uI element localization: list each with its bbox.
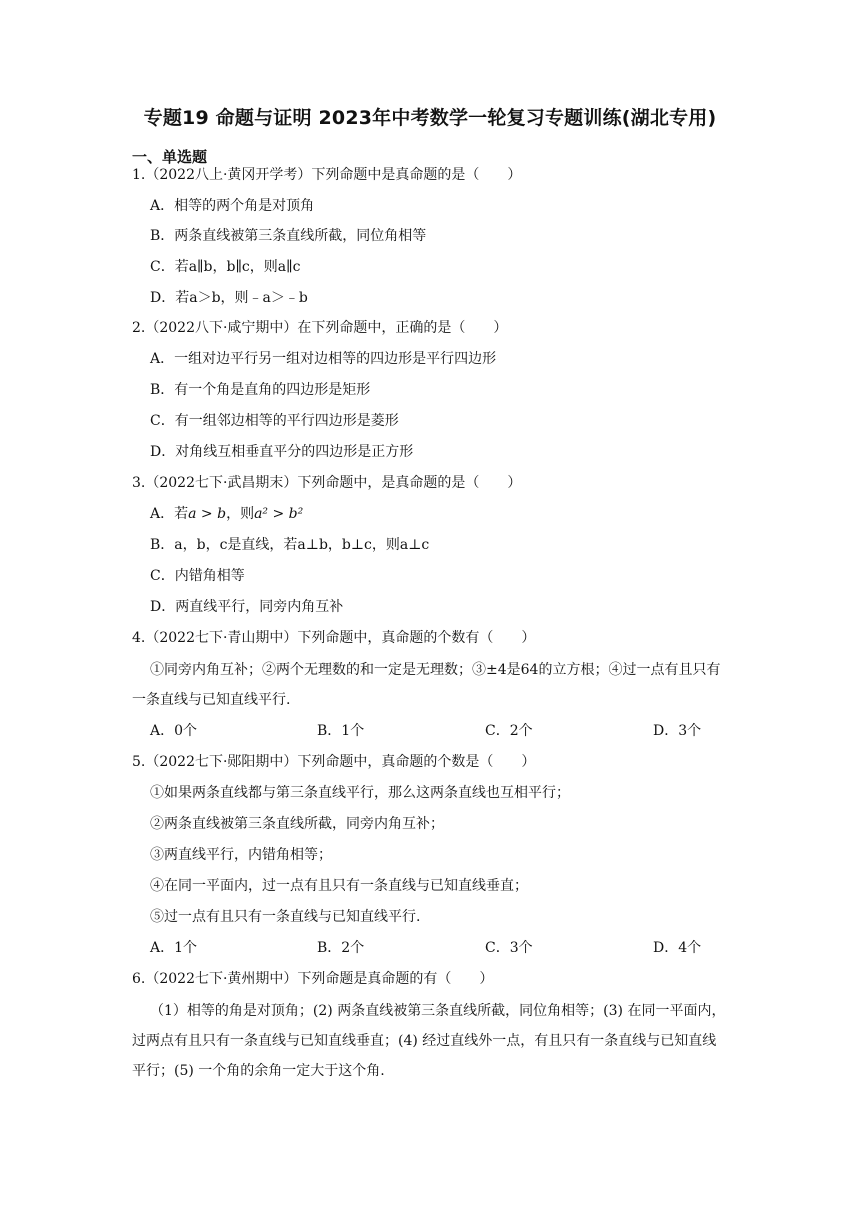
question-3-option-b: B．a，b，c是直线，若a⊥b，b⊥c，则a⊥c xyxy=(150,537,430,553)
question-1-stem: 1.（2022八上·黄冈开学考）下列命题中是真命题的是（ ） xyxy=(132,167,522,183)
question-4-body: ①同旁内角互补；②两个无理数的和一定是无理数；③±4是64的立方根；④过一点有且只有一条直线与已知直线平行. xyxy=(132,662,721,708)
question-2-option-c: C．有一组邻边相等的平行四边形是菱形 xyxy=(150,413,399,429)
question-3-option-a-mid: ，则 xyxy=(226,506,255,522)
question-4-option-b: B．1个 xyxy=(317,723,365,739)
question-3-option-d: D．两直线平行，同旁内角互补 xyxy=(150,599,344,615)
question-5-option-a: A．1个 xyxy=(150,940,198,956)
question-5-stem: 5.（2022七下·郧阳期中）下列命题中，真命题的个数是（ ） xyxy=(132,754,536,770)
question-3-option-c: C．内错角相等 xyxy=(150,568,245,584)
question-1-option-c: C．若a∥b，b∥c，则a∥c xyxy=(150,259,301,275)
question-5-item-4: ④在同一平面内，过一点有且只有一条直线与已知直线垂直； xyxy=(150,878,528,894)
question-4-option-a: A．0个 xyxy=(150,723,198,739)
question-5-option-b: B．2个 xyxy=(317,940,365,956)
question-2-option-d: D．对角线互相垂直平分的四边形是正方形 xyxy=(150,444,414,460)
question-3-option-a-math-2: a² > b² xyxy=(254,506,304,522)
question-4-option-c: C．2个 xyxy=(485,723,533,739)
question-3-option-a-math-1: a > b xyxy=(188,506,227,522)
question-2-option-b: B．有一个角是直角的四边形是矩形 xyxy=(150,382,371,398)
question-5-option-d: D．4个 xyxy=(653,940,702,956)
document-title: 专题19 命题与证明 2023年中考数学一轮复习专题训练(湖北专用) xyxy=(143,107,717,129)
question-2-option-a: A．一组对边平行另一组对边相等的四边形是平行四边形 xyxy=(150,351,497,367)
question-5-item-1: ①如果两条直线都与第三条直线平行，那么这两条直线也互相平行； xyxy=(150,785,570,801)
question-5-option-c: C．3个 xyxy=(485,940,533,956)
section-heading: 一、单选题 xyxy=(132,148,208,166)
question-1-option-b: B．两条直线被第三条直线所截，同位角相等 xyxy=(150,228,427,244)
question-5-options xyxy=(150,938,710,958)
question-4-options xyxy=(150,721,710,741)
question-6-stem: 6.（2022七下·黄州期中）下列命题是真命题的有（ ） xyxy=(132,971,494,987)
question-1-option-a: A．相等的两个角是对顶角 xyxy=(150,198,315,214)
question-1-option-d: D．若a＞b，则﹣a＞﹣b xyxy=(150,290,308,306)
question-2-stem: 2.（2022八下·咸宁期中）在下列命题中，正确的是（ ） xyxy=(132,320,508,336)
question-5-item-3: ③两直线平行，内错角相等； xyxy=(150,847,332,863)
question-3-option-a-prefix: A．若 xyxy=(150,506,189,522)
question-4-stem: 4.（2022七下·青山期中）下列命题中，真命题的个数有（ ） xyxy=(132,630,536,646)
question-5-item-5: ⑤过一点有且只有一条直线与已知直线平行. xyxy=(150,909,421,925)
question-3-option-a xyxy=(150,504,303,524)
question-4-option-d: D．3个 xyxy=(653,723,702,739)
question-3-stem: 3.（2022七下·武昌期末）下列命题中，是真命题的是（ ） xyxy=(132,475,522,491)
question-5-item-2: ②两条直线被第三条直线所截，同旁内角互补； xyxy=(150,816,444,832)
question-6-body: （1）相等的角是对顶角；(2) 两条直线被第三条直线所截，同位角相等；(3) 在同一平面内，过两点有且只有一条直线与已知直线垂直；(4) 经过直线外一点，有且只有一条直线与已知直线平行；(5) 一个角的余角一定大于这个角. xyxy=(132,1003,726,1079)
